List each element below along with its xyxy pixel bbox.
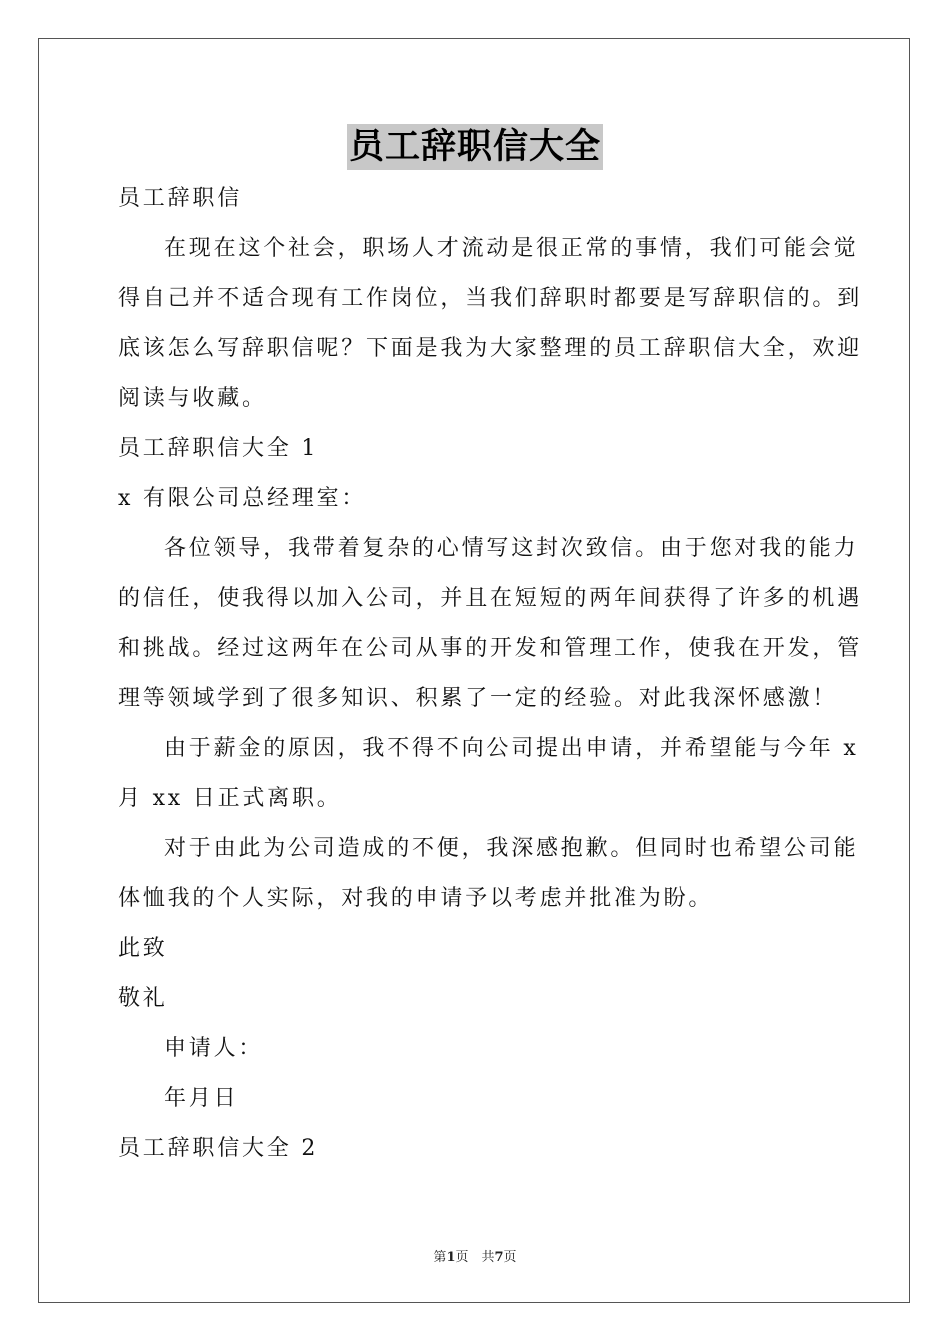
paragraph-line: 体恤我的个人实际，对我的申请予以考虑并批准为盼。 xyxy=(118,886,714,911)
title-wrap xyxy=(0,124,950,170)
paragraph-line: 月 xx 日正式离职。 xyxy=(118,786,342,811)
document-title: 员工辞职信大全 xyxy=(347,124,603,170)
section-heading: 员工辞职信大全 1 xyxy=(118,436,319,461)
letter-salutation: x 有限公司总经理室： xyxy=(118,486,367,511)
paragraph-line: 底该怎么写辞职信呢？下面是我为大家整理的员工辞职信大全，欢迎 xyxy=(118,336,863,361)
page-total: 7 xyxy=(494,1250,504,1265)
applicant-label: 申请人： xyxy=(164,1036,264,1061)
paragraph-line: 对于由此为公司造成的不便，我深感抱歉。但同时也希望公司能 xyxy=(164,836,859,861)
letter-closing: 此致 xyxy=(118,936,168,961)
page-current: 1 xyxy=(446,1250,456,1265)
page-prefix: 第 xyxy=(433,1250,447,1265)
section-heading: 员工辞职信大全 2 xyxy=(118,1136,319,1161)
paragraph-line: 阅读与收藏。 xyxy=(118,386,267,411)
paragraph-line: 得自己并不适合现有工作岗位，当我们辞职时都要是写辞职信的。到 xyxy=(118,286,863,311)
paragraph-line: 和挑战。经过这两年在公司从事的开发和管理工作，使我在开发，管 xyxy=(118,636,863,661)
paragraph-line: 的信任，使我得以加入公司，并且在短短的两年间获得了许多的机遇 xyxy=(118,586,863,611)
page-mid: 页 共 xyxy=(455,1250,495,1265)
page-suffix: 页 xyxy=(503,1250,517,1265)
letter-closing: 敬礼 xyxy=(118,986,168,1011)
page-footer xyxy=(0,1246,950,1265)
date-label: 年月日 xyxy=(164,1086,239,1111)
section-heading: 员工辞职信 xyxy=(118,186,243,211)
paragraph-line: 在现在这个社会，职场人才流动是很正常的事情，我们可能会觉 xyxy=(164,236,859,261)
paragraph-line: 各位领导，我带着复杂的心情写这封次致信。由于您对我的能力 xyxy=(164,536,859,561)
paragraph-line: 由于薪金的原因，我不得不向公司提出申请，并希望能与今年 x xyxy=(164,736,859,761)
paragraph-line: 理等领域学到了很多知识、积累了一定的经验。对此我深怀感激！ xyxy=(118,686,838,711)
